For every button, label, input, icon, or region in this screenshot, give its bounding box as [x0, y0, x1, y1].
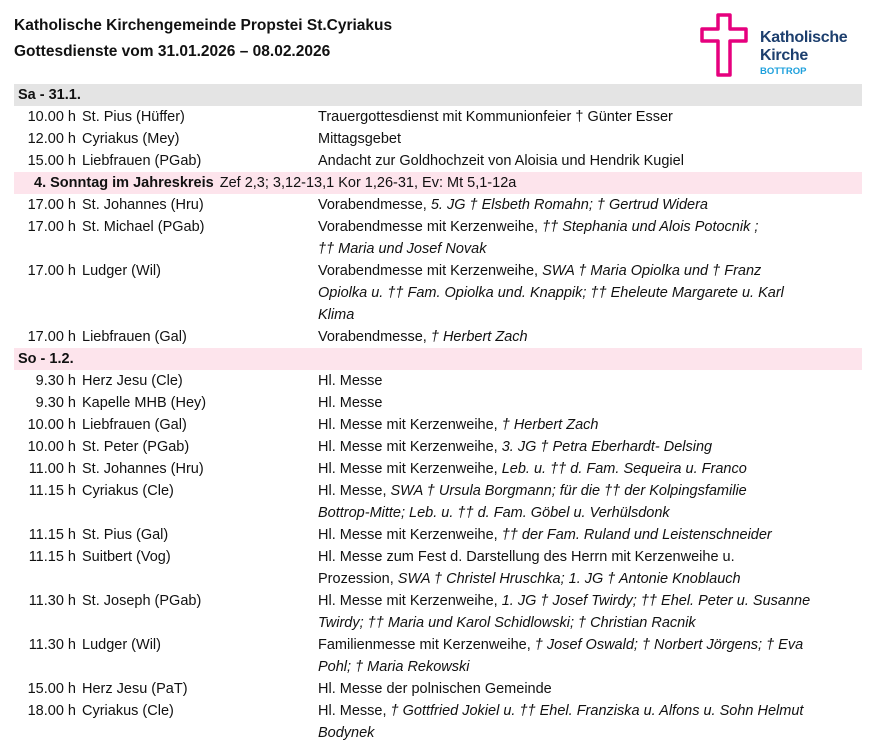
intention-text: † Josef Oswald; † Norbert Jörgens; † Eva: [534, 637, 804, 653]
description-line: [318, 282, 862, 304]
description-line: [318, 370, 862, 392]
service-description: [318, 392, 862, 414]
service-description: [318, 260, 862, 326]
service-description: [318, 480, 862, 524]
service-description: [318, 326, 862, 348]
service-location: Ludger (Wil): [82, 263, 161, 279]
description-line: [318, 458, 862, 480]
description-line: [318, 128, 862, 150]
service-time: 11.15 h: [28, 483, 76, 499]
service-entry: [14, 150, 862, 172]
description-line: [318, 502, 862, 524]
description-text: Vorabendmesse,: [318, 329, 431, 345]
service-time: 9.30 h: [35, 373, 76, 389]
service-entry: [14, 194, 862, 216]
service-entry: [14, 216, 862, 260]
service-time: 11.15 h: [28, 549, 76, 565]
service-location: Suitbert (Vog): [82, 549, 171, 565]
service-entry: [14, 458, 862, 480]
scripture-readings: Zef 2,3; 3,12-13,1 Kor 1,26-31, Ev: Mt 5,1-12a: [219, 175, 517, 191]
day-header: So - 1.2.: [14, 348, 862, 370]
description-line: [318, 326, 862, 348]
service-description: [318, 216, 862, 260]
service-time: 18.00 h: [27, 703, 76, 719]
service-description: [318, 128, 862, 150]
intention-text: Leb. u. †† d. Fam. Sequeira u. Franco: [501, 461, 747, 477]
description-line: [318, 480, 862, 502]
service-entry: [14, 524, 862, 546]
description-line: [318, 634, 862, 656]
intention-text: Bottrop-Mitte; Leb. u. †† d. Fam. Göbel u. Verhülsdonk: [318, 505, 670, 521]
service-location: Ludger (Wil): [82, 637, 161, 653]
service-time: 11.30 h: [28, 637, 76, 653]
service-entry: [14, 678, 862, 700]
intention-text: †† der Fam. Ruland und Leistenschneider: [501, 527, 772, 543]
service-entry: [14, 480, 862, 524]
intention-text: † Gottfried Jokiel u. †† Ehel. Franziska u. Alfons u. Sohn Helmut: [390, 703, 804, 719]
logo-text-bottrop: BOTTROP: [760, 66, 807, 77]
service-time: 17.00 h: [27, 263, 76, 279]
service-entry: [14, 370, 862, 392]
description-text: Vorabendmesse mit Kerzenweihe,: [318, 219, 543, 235]
service-description: [318, 414, 862, 436]
service-entry: [14, 414, 862, 436]
service-location: St. Peter (PGab): [82, 439, 190, 455]
service-time: 9.30 h: [35, 395, 76, 411]
liturgical-day-name: 4. Sonntag im Jahreskreis: [34, 175, 214, 191]
service-location: Liebfrauen (Gal): [82, 329, 187, 345]
description-text: Hl. Messe mit Kerzenweihe,: [318, 527, 502, 543]
intention-text: Opiolka u. †† Fam. Opiolka und. Knappik; †† Eheleute Margarete u. Karl: [318, 285, 784, 301]
description-text: Vorabendmesse mit Kerzenweihe,: [318, 263, 543, 279]
description-line: [318, 106, 862, 128]
description-line: [318, 678, 862, 700]
service-description: [318, 194, 862, 216]
service-entry: [14, 590, 862, 634]
service-time: 11.30 h: [28, 593, 76, 609]
service-location: Herz Jesu (Cle): [82, 373, 183, 389]
service-location: St. Pius (Hüffer): [82, 109, 185, 125]
description-text: Familienmesse mit Kerzenweihe,: [318, 637, 535, 653]
service-time: 11.00 h: [28, 461, 76, 477]
description-line: [318, 304, 862, 326]
liturgical-day-banner: [14, 172, 862, 194]
logo-text-katholische: Katholische: [760, 29, 848, 46]
description-line: [318, 656, 862, 678]
service-entry: [14, 326, 862, 348]
description-text: Hl. Messe: [318, 395, 383, 411]
intention-text: SWA † Maria Opiolka und † Franz: [542, 263, 762, 279]
service-time: 10.00 h: [27, 109, 76, 125]
service-location: Cyriakus (Mey): [82, 131, 180, 147]
intention-text: 5. JG † Elsbeth Romahn; † Gertrud Widera: [430, 197, 708, 213]
service-location: St. Johannes (Hru): [82, 461, 204, 477]
service-description: [318, 106, 862, 128]
service-location: Liebfrauen (PGab): [82, 153, 202, 169]
service-entry: [14, 128, 862, 150]
logo-text-kirche: Kirche: [760, 47, 808, 64]
service-location: Liebfrauen (Gal): [82, 417, 187, 433]
service-time: 15.00 h: [27, 153, 76, 169]
service-description: [318, 370, 862, 392]
description-line: [318, 524, 862, 546]
service-entry: [14, 700, 862, 744]
intention-text: †† Maria und Josef Novak: [318, 241, 487, 257]
intention-text: SWA † Christel Hruschka; 1. JG † Antonie Knoblauch: [397, 571, 741, 587]
description-text: Hl. Messe,: [318, 703, 391, 719]
service-description: [318, 458, 862, 480]
intention-text: †† Stephania und Alois Potocnik ;: [542, 219, 759, 235]
service-location: Cyriakus (Cle): [82, 703, 174, 719]
service-time: 17.00 h: [27, 197, 76, 213]
service-entry: [14, 260, 862, 326]
service-entry: [14, 392, 862, 414]
description-line: [318, 194, 862, 216]
service-location: St. Joseph (PGab): [82, 593, 202, 609]
description-text: Hl. Messe der polnischen Gemeinde: [318, 681, 552, 697]
description-text: Hl. Messe mit Kerzenweihe,: [318, 593, 502, 609]
intention-text: SWA † Ursula Borgmann; für die †† der Kolpingsfamilie: [390, 483, 747, 499]
page-title: Katholische Kirchengemeinde Propstei St.Cyriakus: [14, 17, 393, 34]
service-time: 10.00 h: [27, 417, 76, 433]
description-text: Hl. Messe: [318, 373, 383, 389]
service-description: [318, 678, 862, 700]
description-text: Hl. Messe mit Kerzenweihe,: [318, 439, 502, 455]
description-line: [318, 612, 862, 634]
description-line: [318, 590, 862, 612]
intention-text: Bodynek: [318, 725, 375, 741]
description-line: [318, 150, 862, 172]
description-text: Mittagsgebet: [318, 131, 402, 147]
description-text: Hl. Messe mit Kerzenweihe,: [318, 461, 502, 477]
service-location: St. Michael (PGab): [82, 219, 205, 235]
description-line: [318, 700, 862, 722]
service-entry: [14, 106, 862, 128]
intention-text: Klima: [318, 307, 355, 323]
day-header: Sa - 31.1.: [14, 84, 862, 106]
intention-text: 3. JG † Petra Eberhardt- Delsing: [501, 439, 713, 455]
service-location: St. Johannes (Hru): [82, 197, 204, 213]
service-location: Kapelle MHB (Hey): [82, 395, 207, 411]
service-time: 11.15 h: [28, 527, 76, 543]
description-line: [318, 216, 862, 238]
description-text: Hl. Messe zum Fest d. Darstellung des Herrn mit Kerzenweihe u.: [318, 549, 735, 565]
description-text: Hl. Messe mit Kerzenweihe,: [318, 417, 502, 433]
description-text: Trauergottesdienst mit Kommunionfeier † Günter Esser: [318, 109, 673, 125]
service-location: Cyriakus (Cle): [82, 483, 174, 499]
description-text: Vorabendmesse,: [318, 197, 431, 213]
service-time: 17.00 h: [27, 219, 76, 235]
description-text: Andacht zur Goldhochzeit von Aloisia und Hendrik Kugiel: [318, 153, 684, 169]
service-entry: [14, 436, 862, 458]
service-description: [318, 524, 862, 546]
service-description: [318, 700, 862, 744]
description-line: [318, 238, 862, 260]
description-text: Hl. Messe,: [318, 483, 391, 499]
katholische-kirche-bottrop-logo: [700, 13, 870, 79]
intention-text: Pohl; † Maria Rekowski: [318, 659, 470, 675]
intention-text: Twirdy; †† Maria und Karol Schidlowski; † Christian Racnik: [318, 615, 696, 631]
intention-text: 1. JG † Josef Twirdy; †† Ehel. Peter u. Susanne: [501, 593, 811, 609]
description-text: Prozession,: [318, 571, 398, 587]
service-entry: [14, 634, 862, 678]
description-line: [318, 392, 862, 414]
service-description: [318, 590, 862, 634]
intention-text: † Herbert Zach: [501, 417, 599, 433]
service-entry: [14, 546, 862, 590]
service-time: 12.00 h: [27, 131, 76, 147]
service-description: [318, 436, 862, 458]
service-list: [14, 84, 862, 744]
service-location: St. Pius (Gal): [82, 527, 169, 543]
cross-icon: [700, 13, 750, 79]
intention-text: † Herbert Zach: [430, 329, 528, 345]
service-time: 10.00 h: [27, 439, 76, 455]
service-description: [318, 546, 862, 590]
service-description: [318, 634, 862, 678]
service-time: 17.00 h: [27, 329, 76, 345]
description-line: [318, 568, 862, 590]
service-description: [318, 150, 862, 172]
description-line: [318, 546, 862, 568]
description-line: [318, 260, 862, 282]
page-subtitle: Gottesdienste vom 31.01.2026 – 08.02.2026: [14, 43, 331, 60]
description-line: [318, 436, 862, 458]
service-location: Herz Jesu (PaT): [82, 681, 188, 697]
description-line: [318, 414, 862, 436]
service-time: 15.00 h: [27, 681, 76, 697]
